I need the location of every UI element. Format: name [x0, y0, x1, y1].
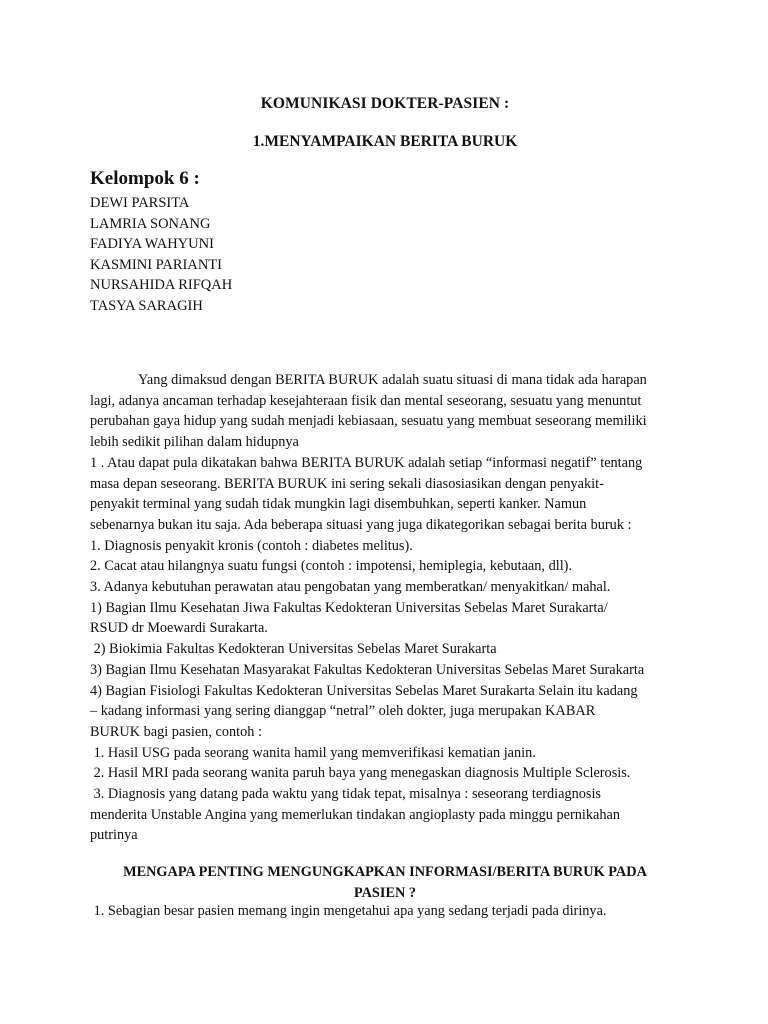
body-line: lebih sedikit pilihan dalam hidupnya — [90, 434, 299, 451]
body-line: menderita Unstable Angina yang memerlukan tindakan angioplasty pada minggu pernikahan — [90, 806, 621, 823]
body-line: 4) Bagian Fisiologi Fakultas Kedokteran Universitas Sebelas Maret Surakarta Selain itu kadang — [90, 682, 638, 699]
body-line: 3. Adanya kebutuhan perawatan atau pengobatan yang memberatkan/ menyakitkan/ mahal. — [90, 579, 611, 596]
body-line: 2. Hasil MRI pada seorang wanita paruh baya yang menegaskan diagnosis Multiple Sclerosis. — [90, 765, 631, 782]
body-line: BURUK bagi pasien, contoh : — [90, 723, 262, 740]
body-line: penyakit terminal yang sudah tidak mungkin lagi disembuhkan, seperti kanker. Namun — [90, 496, 587, 513]
body-line: Yang dimaksud dengan BERITA BURUK adalah suatu situasi di mana tidak ada harapan — [138, 372, 647, 388]
body-line: sebenarnya bukan itu saja. Ada beberapa situasi yang juga dikategorikan sebagai berita buruk : — [90, 516, 632, 533]
member-list — [90, 193, 232, 316]
body-line: RSUD dr Moewardi Surakarta. — [90, 620, 268, 637]
body-line: 1 . Atau dapat pula dikatakan bahwa BERITA BURUK adalah setiap “informasi negatif” tentang — [90, 454, 643, 471]
body-line: lagi, adanya ancaman terhadap kesejahteraan fisik dan mental seseorang, sesuatu yang menuntut — [90, 392, 642, 409]
body-line: 2. Cacat atau hilangnya suatu fungsi (contoh : impotensi, hemiplegia, kebutaan, dll). — [90, 558, 573, 575]
group-heading: Kelompok 6 : — [90, 168, 200, 189]
body-line: 1. Diagnosis penyakit kronis (contoh : diabetes melitus). — [90, 537, 413, 554]
body-line: 2) Biokimia Fakultas Kedokteran Universitas Sebelas Maret Surakarta — [90, 641, 497, 658]
member-name: LAMRIA SONANG — [90, 215, 211, 232]
body-line: putrinya — [90, 827, 138, 844]
body-line: perubahan gaya hidup yang sudah menjadi kebiasaan, sesuatu yang membuat seseorang memiliki — [90, 413, 647, 430]
body-line: 3. Diagnosis yang datang pada waktu yang tidak tepat, misalnya : seseorang terdiagnosis — [90, 786, 601, 803]
title-line-1: KOMUNIKASI DOKTER-PASIEN : — [260, 95, 510, 112]
body-paragraph — [90, 370, 686, 846]
member-name: TASYA SARAGIH — [90, 297, 203, 314]
section-heading — [90, 862, 680, 904]
body-line: 1. Hasil USG pada seorang wanita hamil yang memverifikasi kematian janin. — [90, 744, 536, 761]
body-line: – kadang informasi yang sering dianggap “netral” oleh dokter, juga merupakan KABAR — [90, 703, 596, 720]
body-line: 1. Sebagian besar pasien memang ingin mengetahui apa yang sedang terjadi pada dirinya. — [90, 903, 607, 919]
member-name: NURSAHIDA RIFQAH — [90, 277, 233, 293]
body-line: 3) Bagian Ilmu Kesehatan Masyarakat Fakultas Kedokteran Universitas Sebelas Maret Surakarta — [90, 661, 645, 678]
member-name: KASMINI PARIANTI — [90, 256, 222, 273]
member-name: DEWI PARSITA — [90, 195, 190, 211]
body-line: masa depan seseorang. BERITA BURUK ini sering sekali diasosiasikan dengan penyakit- — [90, 475, 604, 492]
title-line-2: 1.MENYAMPAIKAN BERITA BURUK — [252, 133, 518, 150]
section-heading-line-2: PASIEN ? — [353, 885, 417, 901]
body-line: 1) Bagian Ilmu Kesehatan Jiwa Fakultas Kedokteran Universitas Sebelas Maret Surakarta/ — [90, 599, 608, 616]
member-name: FADIYA WAHYUNI — [90, 236, 214, 252]
section-heading-line-1: MENGAPA PENTING MENGUNGKAPKAN INFORMASI/BERITA BURUK PADA — [123, 864, 647, 880]
